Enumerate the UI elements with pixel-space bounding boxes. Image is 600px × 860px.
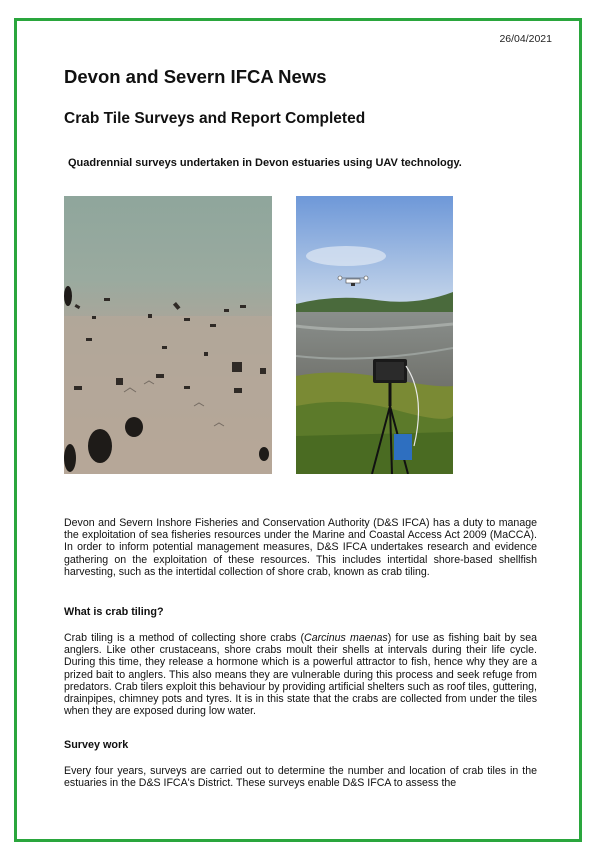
mudflat-crab-tiles-photo xyxy=(64,196,272,474)
crab-tiling-text-end: ) for use as fishing bait by sea anglers. Like other crustaceans, shore crabs moult their shells at intervals during their life cycle. During this time, they release a hormone which is a powerful attractor to fish, hence why they are a prized bait to anglers. This also means they are vulnerable during this process and seek refuge from predators. Crab tilers exploit this behaviour by providing artificial shelters such as roof tiles, guttering, drainpipes, chimney pots and tyres. It is in this state that the crabs are collected from under the tiles when they are exposed during low water. xyxy=(64,632,537,718)
intro-text: Devon and Severn Inshore Fisheries and Conservation Authority (D&S IFCA) has a duty to manage the exploitation of sea fisheries resources under the Marine and Coastal Access Act 2009 (MaCCA). In order to inform potential management measures, D&S IFCA undertakes research and evidence gathering on the exploitation of these resources. This includes intertidal shore-based shellfish harvesting, such as the intertidal collection of shore crab, known as crab tiling. xyxy=(64,517,537,578)
survey-work-paragraph xyxy=(64,765,537,789)
section-heading-survey-work: Survey work xyxy=(64,739,129,751)
newsletter-title: Devon and Severn IFCA News xyxy=(64,66,327,87)
species-name: Carcinus maenas xyxy=(304,632,388,644)
article-title: Crab Tile Surveys and Report Completed xyxy=(64,110,366,127)
article-tagline: Quadrennial surveys undertaken in Devon estuaries using UAV technology. xyxy=(68,157,462,169)
survey-work-text: Every four years, surveys are carried out to determine the number and location of crab tiles in the estuaries in the D&S IFCA's District. These surveys enable D&S IFCA to assess the xyxy=(64,765,537,790)
intro-paragraph xyxy=(64,517,537,578)
publication-date: 26/04/2021 xyxy=(499,33,552,45)
uav-estuary-photo xyxy=(296,196,453,474)
crab-tiling-paragraph xyxy=(64,632,537,717)
section-heading-crab-tiling: What is crab tiling? xyxy=(64,606,164,618)
crab-tiling-text-start: Crab tiling is a method of collecting shore crabs ( xyxy=(64,632,305,644)
